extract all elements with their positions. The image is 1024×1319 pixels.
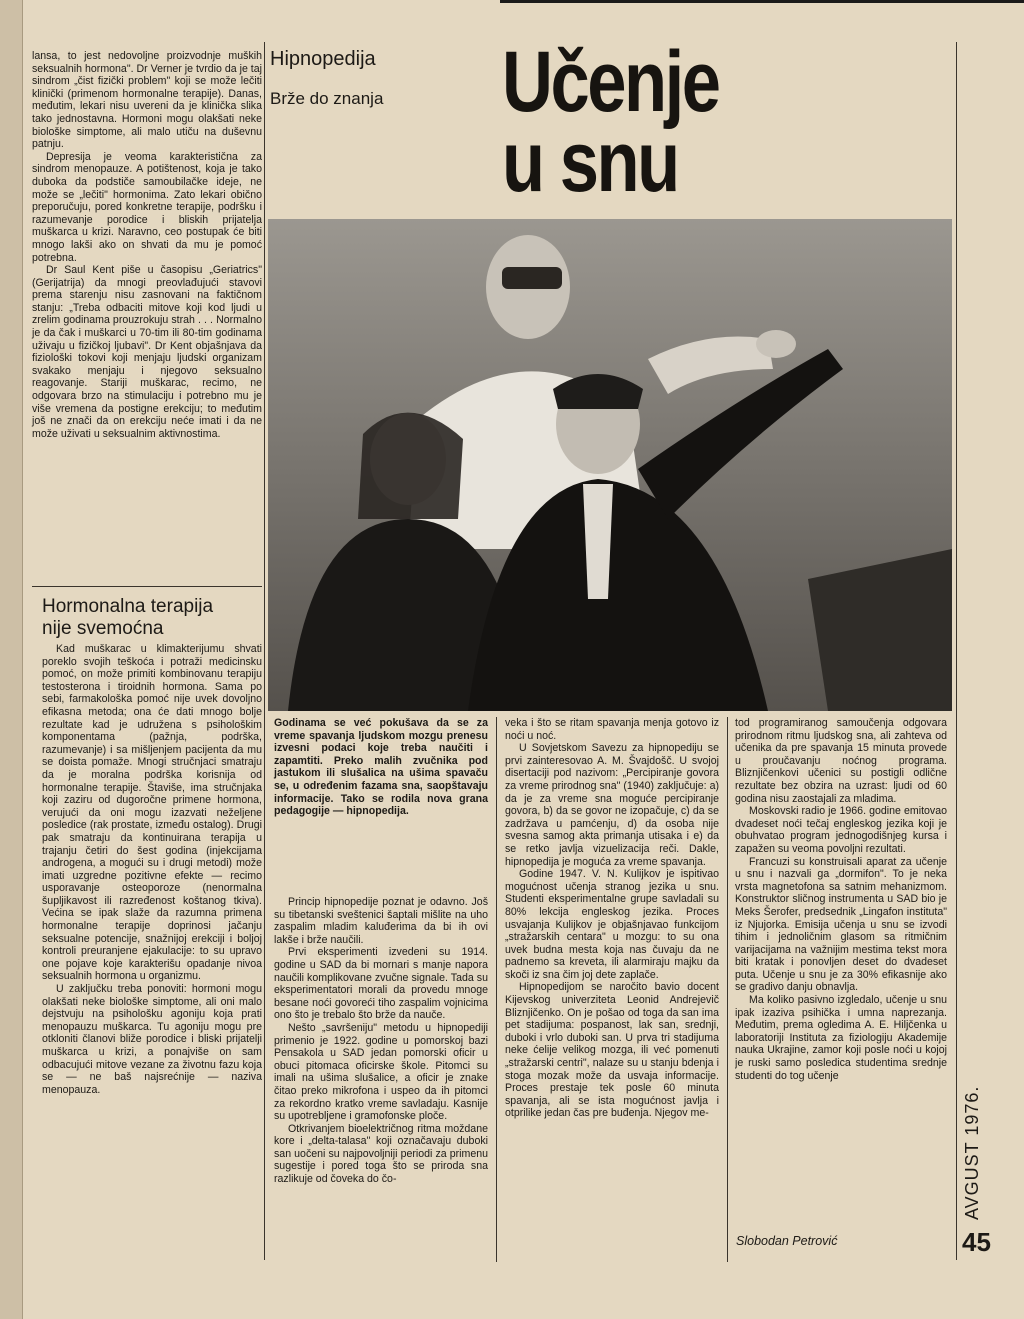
column-rule (727, 717, 728, 1262)
body-paragraph: Nešto „savršeniju" metodu u hipnopediji primenio je 1922. godine u pomorskoj bazi Pensakola u SAD jedan pomorski oficir u obuci pitomaca oficirske škole. Pitomci su imali na ušima slušalice, a oficir je znake čitao preko mikrofona i uspeo da ih pitomci za rekordno kratko vreme savladaju. Kasnije su upotrebljene i gramofonske ploče. (274, 1021, 488, 1123)
author-byline: Slobodan Petrović (736, 1234, 838, 1248)
column-rule (496, 717, 497, 1262)
left-paragraph: lansa, to jest nedovoljne proizvodnje muških seksualnih hormona". Dr Verner je tvrdio da je taj sindrom „čist fizički problem" koji se može lečiti klinički (primenom hormonalne terapije). Danas, međutim, lekari nisu uvereni da je klinička slika tako jednostavna. Hormoni mogu olakšati neke biološke simptome, ali malo utiču na duševnu patnju. (32, 50, 262, 151)
left-paragraph: Kad muškarac u klimakterijumu shvati poreklo svojih teškoća i potraži medicinsku pomoć, on može primiti kombinovanu terapiju testosterona i tiroidnih hormona. Sama po sebi, farmakološka pomoć nije uvek dovoljno efikasna metoda; ona će dati mnogo bolje rezultate kad je udružena s psihološkim komponentama (pažnja, podrška, razumevanje) i sa mišljenjem pacijenta da mu se doista pomaže. Mnogi stručnjaci smatraju da je moralna podrška korisnija od hormonalne terapije. Štaviše, ima stručnjaka koji zaziru od dugoročne primene hormona, verujući da oni mogu izazvati neželjene posledice (rak prostate, između ostalog). Drugi pak smatraju da kontinuirana terapija u trajanju četiri do šest godina (injekcijama androgena, a mogući su i drugi metodi) može imati uzgredne pozitivne efekte — recimo usporavanje osteoporoze (nenormalna šupljikavost ili razređenost koštanog tkiva). Većina se ipak slaže da razumna primena hormonalne terapije doprinosi jačanju seksualne potencije, snažnijoj erekciji i boljoj kontroli preuranjene ejakulacije: to su upravo one pojave koje karakterišu opadanje nivoa seksualnih hormona u organizmu. (42, 643, 262, 983)
left-paragraph: Dr Saul Kent piše u časopisu „Geriatrics" (Gerijatrija) da mnogi preovlađujući stavovi prema starenju nisu zasnovani na faktičnom stanju: „Treba odbaciti mitove koji kod ljudi u zrelim godinama prouzrokuju strah . . . Normalno je da čak i muškarci u 70-tim ili 80-tim godinama uživaju u fizičkoj ljubavi". Dr Kent objašnjava da fiziološki tokovi koji menjaju ljudski organizam svakako menjaju i njegovo seksualno reagovanje. Stariji muškarac, recimo, ne odgovara brzo na stimulaciju i potrebno mu je više vremena da postigne erekciju; to međutim još ne znači da on erekciju neće imati i da ne može uživati u seksualnim aktivnostima. (32, 264, 262, 440)
body-paragraph: Ma koliko pasivno izgledalo, učenje u snu ipak izaziva psihička i umna naprezanja. Međutim, prema ogledima A. E. Hiljčenka u laboratoriji Instituta za fiziologiju Akademije nauka Ukrajine, zamor koji posle noći u kojoj je ruski samo posledica studentima srednje studenti do tog učenje (735, 994, 947, 1082)
kicker: Brže do znanja (270, 89, 384, 108)
column-b (274, 896, 488, 1186)
column-rule (264, 42, 265, 1260)
article-title (502, 34, 719, 210)
subhead (42, 596, 262, 640)
body-paragraph: tod programiranog samoučenja odgovara prirodnom ritmu ljudskog sna, ali zahteva od učenika da pre spavanja 15 minuta provede u proučavanju noćnog programa. Bliznjičenkovi učenici su postigli odlične rezultate bez obzira na uzrast: ljudi od 60 godina nisu zaostajali za mladima. (735, 717, 947, 805)
left-column (32, 50, 262, 440)
title-line: u snu (502, 114, 678, 210)
body-paragraph: Moskovski radio je 1966. godine emitovao dvadeset noći tečaj engleskog jezika koji je obuhvatao program jednogodišnjeg kursa i zapažen su veoma povoljni rezultati. (735, 805, 947, 855)
left-divider (32, 586, 262, 587)
body-paragraph: Francuzi su konstruisali aparat za učenje u snu i nazvali ga „dormifon". To je neka vrsta magnetofona sa satnim mehanizmom. Konstruktor sličnog instrumenta u SAD bio je Meks Šerofer, predsednik „Lingafon instituta" iz Njujorka. Emisija učenja u snu se izvodi tihim i jednoličnim glasom sa ritmičnim varijacijama na važnijim mestima tekst mora biti kratak i ponovljen deset do dvadeset puta. Učenje u snu je za 30% efikasnije ako se gradivo danju obnavlja. (735, 855, 947, 994)
hypnosis-photo (268, 219, 952, 711)
body-paragraph: veka i što se ritam spavanja menja gotovo iz noći u noć. (505, 717, 719, 742)
left-paragraph: U zaključku treba ponoviti: hormoni mogu olakšati neke biološke simptome, ali oni malo dejstvuju na psihološku agoniju koja prati menopauzu muškarca. Tu agoniju mogu pre otkloniti članovi bliže porodice i bliski prijatelji muškarca u krizi, a ponajviše on sam odbacujući mitove vezane za životnu fazu koja se — ne baš najsrećnije — naziva menopauza. (42, 983, 262, 1096)
column-rule (956, 42, 957, 1260)
left-paragraph: Depresija je veoma karakteristična za sindrom menopauze. A potištenost, koja je tako duboka da podstiče samoubilačke ideje, ne može se „lečiti" hormonima. Zato lekari obično preporučuju, pored konkretne terapije, podršku i razumevanje porodice i bliskih prijatelja muškarca u krizi. Naravno, ceo postupak će biti mnogo lakši ako on shvati da mu je pomoć potrebna. (32, 150, 262, 264)
section-label: Hipnopedija (270, 48, 376, 70)
issue-date-label: AVGUST 1976. (962, 1085, 982, 1220)
body-paragraph: Prvi eksperimenti izvedeni su 1914. godine u SAD da bi mornari s manje napora naučili komplikovane zvučne signale. Tada su eksperimentatori morali da provedu mnoge besane noći govoreći tiho zaspalim vojnicima ono što je trebalo što brže da nauče. (274, 946, 488, 1022)
title-line: Učenje (502, 34, 719, 130)
page-spine-edge (0, 0, 23, 1319)
subhead-line: Hormonalna terapija (42, 596, 214, 617)
page-number: 45 (962, 1227, 991, 1257)
body-paragraph: U Sovjetskom Savezu za hipnopediju se prvi zainteresovao A. M. Švajdošč. U svojoj disertaciji pod nazivom: „Percipiranje govora za vreme prirodnog sna" (1940) zaključuje: a) da je za vreme sna moguće percipiranje govora, b) da se govor ne izopačuje, c) da se zadržava u pamćenju, d) da osoba nije svesna samog akta primanja utisaka i e) da se retko javlja vizuelizacija reči. Dakle, hipnopedija je moguća za vreme spavanja. (505, 742, 719, 868)
body-paragraph: Godine 1947. V. N. Kulijkov je ispitivao mogućnost učenja stranog jezika u snu. Studenti eksperimentalne grupe savladali su 80% lekcija engleskog jezika. Proces usvajanja Kulijkov je objašnjavao funkcijom „stražarskih centara" u mozgu: to su ona uvek budna mesta koja nas čuvaju da ne padnemo sa kreveta, ili alarmiraju majku da skoči iz sna čim joj dete zaplače. (505, 868, 719, 981)
left-column-lower (42, 643, 262, 1096)
subhead-line: nije svemoćna (42, 618, 164, 639)
body-paragraph: Hipnopedijom se naročito bavio docent Kijevskog univerziteta Leonid Andrejevič Bliznjičenko. On je pošao od toga da san ima pet stadijuma: pospanost, lak san, srednji, duboki i vrlo duboki san. U prva tri stadijuma neke ćelije velikog mozga, ili već pomenuti „stražarski centri", nalaze su u stanju bdenja i stoga mozak može da usvaja informacije. Proces prestaje tek posle 60 minuta spavanja, ali se ista mogućnost javlja i otprilike jedan čas pre buđenja. Njegov me- (505, 981, 719, 1120)
body-paragraph: Otkrivanjem bioelektričnog ritma moždane kore i „delta-talasa" koji označavaju duboki san uočeni su najpovoljniji periodi za primenu sugestije i pored toga što se priroda sna razlikuje od čoveka do čo- (274, 1122, 488, 1186)
photo-illustration (268, 219, 952, 711)
photo-caption: Godinama se već pokušava da se za vreme spavanja ljudskom mozgu prenesu izvesni podaci koje treba naučiti i zapamtiti. Preko malih zvučnika pod jastukom ili slušalica na ušima spavaču se, u određenim fazama sna, saopštavaju informacije. Tako se rodila nova grana pedagogije — hipnopedija. (274, 717, 488, 818)
body-paragraph: Princip hipnopedije poznat je odavno. Još su tibetanski sveštenici šaptali mišlite na uho zaspalim mladim kaluđerima da bi ih ovi lakše i brže naučili. (274, 896, 488, 946)
column-d (735, 717, 947, 1222)
top-border-bar (500, 0, 1024, 3)
column-c (505, 717, 719, 1120)
